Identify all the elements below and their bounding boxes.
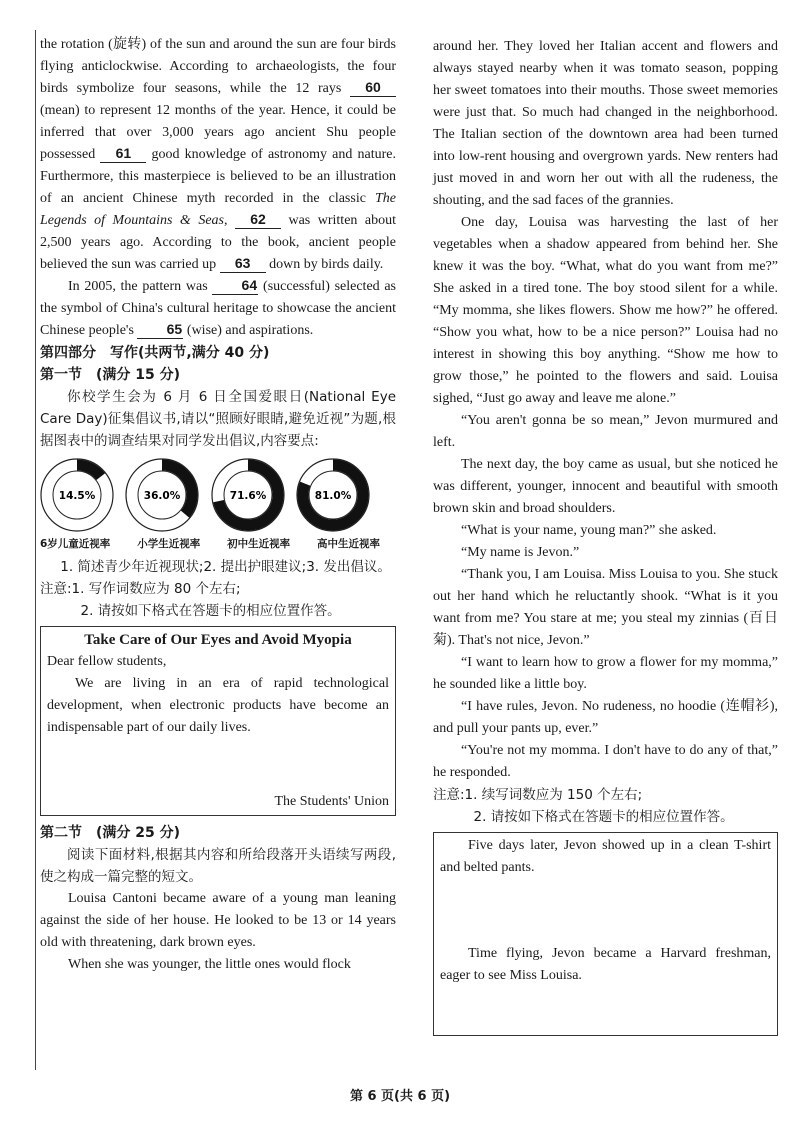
donut-value-label: 14.5% <box>58 490 96 502</box>
donut-chart-4 <box>296 458 370 532</box>
section1-note-1: 注意:1. 写作词数应为 80 个左右; <box>40 581 241 597</box>
story-paragraph-11: “You're not my momma. I don't have to do any of that,” he responded. <box>433 743 778 780</box>
section1-title: 第一节 (满分 15 分) <box>40 367 181 383</box>
blank-64[interactable]: 64 <box>212 276 258 295</box>
continuation-opening-2: Time flying, Jevon became a Harvard freshman, eager to see Miss Louisa. <box>440 946 771 983</box>
chart-category-label: 小学生近视率 <box>137 538 201 550</box>
passage-text: good knowledge of astronomy and nature. Furthermore, this masterpiece is believed to be an illustration of an ancient Chinese myth recorded in the classic <box>40 147 396 206</box>
passage-text: (successful) selected as the symbol of China's cultural heritage to showcase the ancient Chinese people's <box>40 279 397 338</box>
story-paragraph-7: “My name is Jevon.” <box>461 545 580 560</box>
chart-category-label: 高中生近视率 <box>316 538 380 550</box>
story-paragraph-9: “I want to learn how to grow a flower for my momma,” he sounded like a little boy. <box>433 655 778 692</box>
passage-text: down by birds daily. <box>269 257 384 272</box>
story-paragraph-4: “You aren't gonna be so mean,” Jevon murmured and left. <box>433 413 778 450</box>
story-text: around her. They loved her Italian accent and flowers and always stayed nearby when it was tomato season, popping her sweet tomatoes into their mouths. Those sweet memories were just that. So much had changed in the neighborhood. The Italian section of the downtown area had been turned into low-rent housing and overgrown yards. New renters had just moved in and worn her out with all the rudeness, the shouting, and the sad faces of the grannies. <box>433 39 778 208</box>
chart-category-label: 6岁儿童近视率 <box>40 538 111 550</box>
passage-text: , <box>223 213 228 228</box>
blank-62[interactable]: 62 <box>235 210 281 229</box>
myopia-charts <box>40 458 370 532</box>
donut-value-label: 81.0% <box>314 490 352 502</box>
story-paragraph-8: “Thank you, I am Louisa. Miss Louisa to you. She stuck out her hand which he reluctantly shook. “What is it you want from me? You stare at me; you steal my zinnias (百日菊). That's not nice, Jevon.” <box>433 567 778 648</box>
donut-chart-2 <box>125 458 199 532</box>
story-paragraph-2-cont <box>433 36 778 212</box>
blank-61[interactable]: 61 <box>100 144 146 163</box>
chart-category-label: 初中生近视率 <box>227 538 291 550</box>
donut-chart-1 <box>40 458 114 532</box>
passage-text: the rotation (旋转) of the sun and around the sun are four birds flying anticlockwise. According to archaeologists, the four birds symbolize four seasons, while the 12 rays <box>40 37 396 96</box>
binding-line <box>35 30 36 1070</box>
passage-text: (wise) and aspirations. <box>186 323 314 338</box>
chart-labels <box>40 536 380 552</box>
section2-title: 第二节 (满分 25 分) <box>40 825 181 841</box>
section1-note-2: 2. 请按如下格式在答题卡的相应位置作答。 <box>80 603 341 619</box>
passage-paragraph-1 <box>40 34 396 276</box>
story-paragraph-2-start <box>40 954 396 976</box>
left-column <box>40 34 396 976</box>
section1-points: 1. 简述青少年近视现状;2. 提出护眼建议;3. 发出倡议。 <box>60 559 391 575</box>
passage-text: In 2005, the pattern was <box>68 279 208 294</box>
donut-value-label: 36.0% <box>144 490 181 502</box>
story-paragraph-3: One day, Louisa was harvesting the last of her vegetables when a shadow appeared from behind her. She knew it was the boy. “What, what do you want from me?” She asked in a tired tone. The boy stood silent for a while. “My momma, she likes flowers. Show me how?” he offered. “Show you what, how to be a nice person?” Louisa had no interest in showing this boy anything. “Show me how to grow those,” he pointed to the flowers and said. Louisa sighed, “Just go away and leave me alone.” <box>433 215 778 406</box>
story-paragraph-1: Louisa Cantoni became aware of a young man leaning against the side of her house. He looked to be 13 or 14 years old with threatening, dark brown eyes. <box>40 891 396 950</box>
story-paragraph-6: “What is your name, young man?” she asked. <box>461 523 717 538</box>
story-paragraph-10: “I have rules, Jevon. No rudeness, no hoodie (连帽衫), and pull your pants up, ever.” <box>433 699 778 736</box>
writing-box-2[interactable] <box>433 832 778 1036</box>
section1-prompt: 你校学生会为 6 月 6 日全国爱眼日(National Eye Care Day)征集倡议书,请以“照顾好眼睛,避免近视”为题,根据图表中的调查结果对同学发出倡议,内容要点: <box>40 389 396 449</box>
donut-chart-3 <box>211 458 285 532</box>
story-text: When she was younger, the little ones would flock <box>68 957 351 972</box>
blank-60[interactable]: 60 <box>350 78 396 97</box>
writing-box-1[interactable] <box>40 626 396 816</box>
donut-value-label: 71.6% <box>229 490 266 502</box>
section2-prompt: 阅读下面材料,根据其内容和所给段落开头语续写两段,使之构成一篇完整的短文。 <box>40 847 396 885</box>
essay-opening: We are living in an era of rapid technological development, when electronic products have become an indispensable part of our daily lives. <box>47 676 389 735</box>
essay-signature: The Students' Union <box>274 794 389 809</box>
blank-63[interactable]: 63 <box>220 254 266 273</box>
continuation-opening-1: Five days later, Jevon showed up in a clean T-shirt and belted pants. <box>440 838 771 875</box>
story-paragraph-5: The next day, the boy came as usual, but she noticed he was different, younger, innocent and beautiful with smooth brown skin and broad shoulders. <box>433 457 778 516</box>
passage-paragraph-2 <box>40 276 396 342</box>
blank-65[interactable]: 65 <box>137 320 183 339</box>
page-footer: 第 6 页(共 6 页) <box>349 1089 451 1104</box>
section2-note-1: 注意:1. 续写词数应为 150 个左右; <box>433 787 643 803</box>
book-title: The Legends of Mountains & Seas <box>40 191 396 228</box>
passage-text: was written about 2,500 years ago. According to the book, ancient people believed the sun was carried up <box>40 213 397 272</box>
section2-note-2: 2. 请按如下格式在答题卡的相应位置作答。 <box>473 809 734 825</box>
passage-text: (mean) to represent 12 months of the year. Hence, it could be inferred that over 3,000 years ago ancient Shu people possessed <box>40 103 396 162</box>
essay-greeting: Dear fellow students, <box>47 654 167 669</box>
essay-title: Take Care of Our Eyes and Avoid Myopia <box>84 632 352 648</box>
right-column <box>433 36 778 1036</box>
part4-title: 第四部分 写作(共两节,满分 40 分) <box>40 345 270 361</box>
